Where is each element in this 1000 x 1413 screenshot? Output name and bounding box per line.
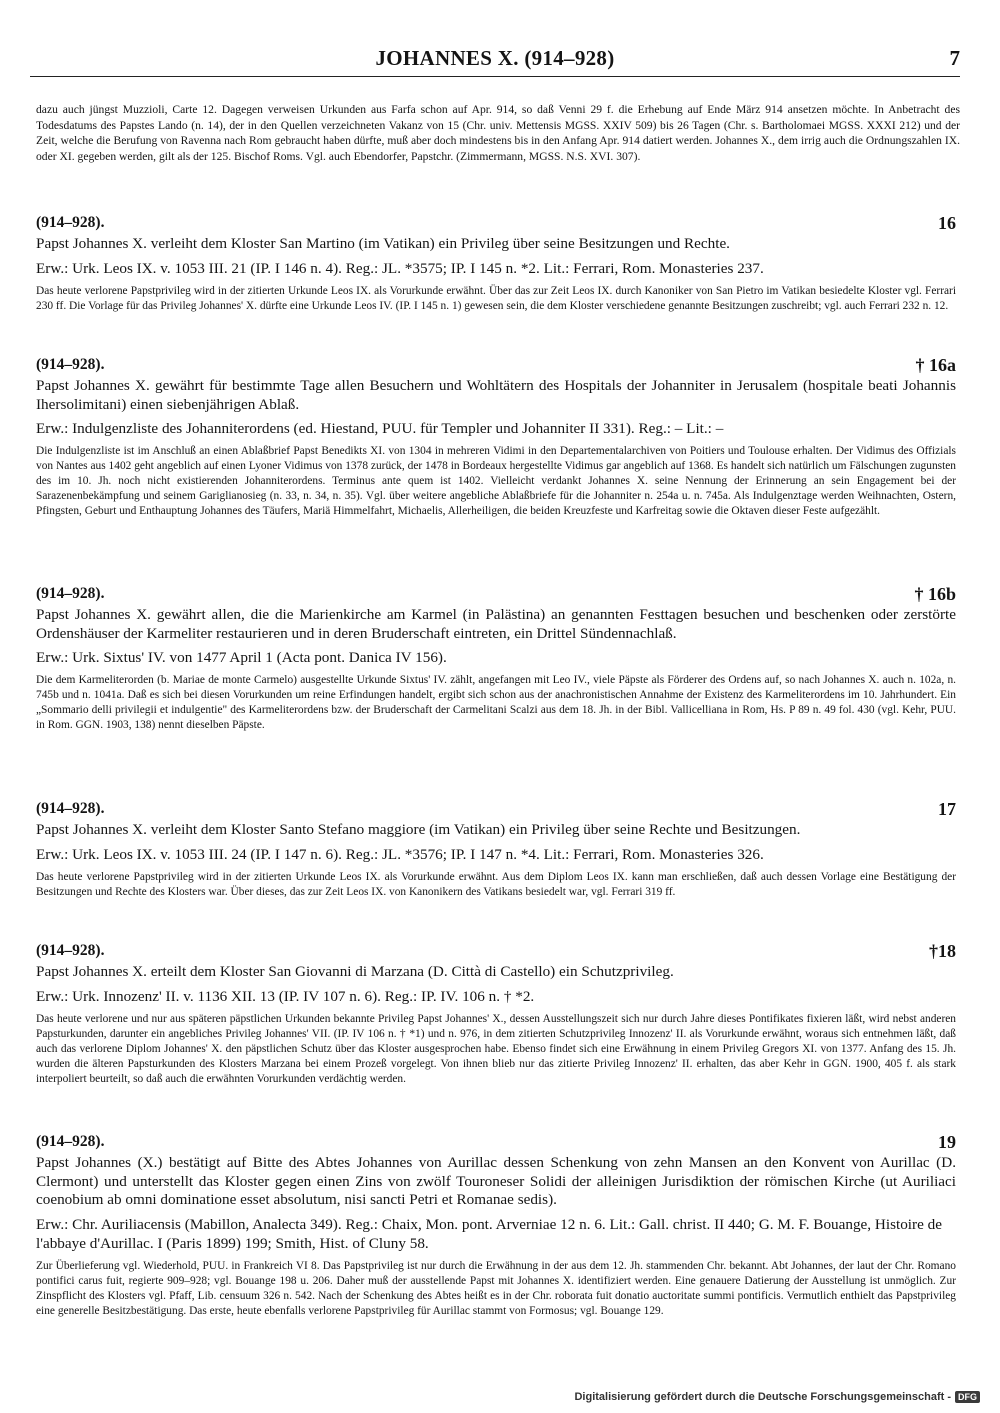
- entry-17: [36, 800, 956, 900]
- entry-head: [36, 214, 956, 236]
- entry-references: Erw.: Urk. Innozenz' II. v. 1136 XII. 13 (IP. IV 107 n. 6). Reg.: IP. IV. 106 n. † *2.: [36, 987, 535, 1005]
- entry-head: [36, 1133, 956, 1155]
- entry-date: (914–928).: [36, 1133, 105, 1150]
- entry-references: Erw.: Indulgenzliste des Johanniterordens (ed. Hiestand, PUU. für Templer und Johanniter II 331). Reg.: – Lit.: –: [36, 420, 724, 437]
- entry-number: † 16a: [915, 355, 956, 375]
- entry-head: [36, 356, 956, 378]
- entry-summary: Papst Johannes X. verleiht dem Kloster Santo Stefano maggiore (im Vatikan) ein Privileg über seine Rechte und Besitzungen.: [36, 821, 801, 838]
- entry-note: Das heute verlorene Papstprivileg wird in der zitierten Urkunde Leos IX. als Vorurkunde erwähnt. Über das zur Zeit Leos IX. durch Kanoniker von San Pietro im Vatikan besiedelte Kloster vgl. Ferrari 230 ff. Die Vorlage für das Privileg Johannes' X. dürfte eine Urkunde Leos IV. (IP. I 145 n. 1) gewesen sein, die dem Kloster verschiedene genannte Besitzungen zuschreibt; vgl. auch Ferrari 232 n. 12.: [36, 284, 956, 312]
- entry-number: 19: [938, 1132, 956, 1152]
- entry-number: 16: [938, 213, 956, 233]
- entry-note: Das heute verlorene Papstprivileg wird in der zitierten Urkunde Leos IX. als Vorurkunde erwähnt. Aus dem Diplom Leos IX. kann man erschließen, daß auch dessen Vorlage eine Bestätigung der Besitzungen und Rechte des Klosters war. Über dieses, das zur Zeit Leos IX. von Kanonikern des Vatikans besiedelt war, vgl. Ferrari 319 ff.: [36, 870, 956, 898]
- entry-references: Erw.: Chr. Auriliacensis (Mabillon, Analecta 349). Reg.: Chaix, Mon. pont. Arverniae 12 n. 6. Lit.: Gall. christ. II 440; G. M. F. Bouange, Histoire de l'abbaye d'Aurillac. I (Paris 1899) 199; Smith, Hist. of Cluny 58.: [36, 1215, 942, 1252]
- entry-note: Das heute verlorene und nur aus späteren päpstlichen Urkunden bekannte Privileg Papst Johannes' X., dessen Ausstellungszeit sich nur durch Jahre dieses Pontifikates fixieren läßt, wird nebst anderen Papsturkunden, darunter ein angebliches Privileg Johannes' VII. (IP. IV 106 n. † *1) und n. 976, in dem zitierten Schutzprivileg Innozenz' II. als Vorurkunde erwähnt, woraus sich entnehmen läßt, daß auch das verlorene Diplom Johannes' X. den päpstlichen Schutz über das Kloster ausgesprochen habe. Ebenso findet sich eine Erwähnung in einem Privileg Gregors XI. von 1377. Anfang des 15. Jh. wurden die älteren Papsturkunden des Klosters Marzana bei einem Prozeß vorgelegt. Von ihnen blieb nur das zitierte Privileg Innozenz' II. erhalten, das aber Kehr in GGN. 1900, 405 f. als stark interpoliert beurteilt, so daß auch die erwähnten Vorurkunden verdächtig werden.: [36, 1012, 956, 1085]
- entry-summary: Papst Johannes X. gewährt allen, die die Marienkirche am Karmel (in Palästina) an genannten Festtagen besuchen und beschenken oder zerstörte Ordenshäuser der Karmeliter restaurieren und in deren Bruderschaft eintreten, ein Drittel Sündennachlaß.: [36, 606, 956, 642]
- entry-date: (914–928).: [36, 800, 105, 817]
- entry-references: Erw.: Urk. Sixtus' IV. von 1477 April 1 (Acta pont. Danica IV 156).: [36, 649, 447, 666]
- dfg-logo-icon: DFG: [955, 1391, 980, 1403]
- entry-number: † 16b: [914, 584, 956, 604]
- entry-summary: Papst Johannes X. erteilt dem Kloster San Giovanni di Marzana (D. Città di Castello) ein Schutzprivileg.: [36, 963, 674, 980]
- entry-16b: [36, 585, 956, 733]
- intro-note: dazu auch jüngst Muzzioli, Carte 12. Dagegen verweisen Urkunden aus Farfa schon auf Apr. 914, so daß Venni 29 f. die Erhebung auf Ende März 914 ansetzen möchte. In Anbetracht des Todesdatums des Papstes Lando (n. 14), der in den Quellen verzeichneten Vakanz von 15 (Chr. univ. Mettensis MGSS. XXIV 509) bis 26 Tagen (Chr. s. Bartholomaei MGSS. XXXI 212) und der Zeit, welche die Berufung von Ravenna nach Rom gebraucht haben dürfte, muß aber doch mindestens bis in den Anfang Apr. 914 datiert werden. Johannes X., dem irrig auch die Ordnungszahlen IX. oder XI. gegeben werden, gilt als der 125. Bischof Roms. Vgl. auch Ebendorfer, Papstchr. (Zimmermann, MGSS. N.S. XVI. 307).: [36, 103, 960, 163]
- page-header: [30, 46, 960, 77]
- page-number: 7: [949, 46, 960, 70]
- entry-16: [36, 214, 956, 314]
- entry-note: Die Indulgenzliste ist im Anschluß an einen Ablaßbrief Papst Benedikts XI. von 1304 in mehreren Vidimi in den Departementalarchiven von Poitiers und Toulouse erhalten. Der Vidimus des Offizials von Nantes aus 1402 geht angeblich auf einen Lyoner Vidimus von 1378 zurück, der 1478 in Bordeaux hergestellte Vidimus gar angeblich auf 1368. Es handelt sich natürlich um Fälschungen zugunsten des im 10. Jh. noch nicht existierenden Johanniterordens. Terminus ante quem ist 1402. Vielleicht verdankt Johannes X. seine Nennung der Erinnerung an sein Engagement bei der Sarazenenbekämpfung und seinem Gariglianosieg (n. 33, n. 34, n. 35). Vgl. über weitere angebliche Ablaßbriefe für die Johanniter n. 254a u. n. 745a. Als Indulgenztage werden Weihnachten, Ostern, Pfingsten, Geburt und Enthauptung Johannes des Täufers, Mariä Himmelfahrt, Michaelis, Allerheiligen, die beiden Kreuzfeste und Karfreitag sowie die Oktaven dieser Feste aufgezählt.: [36, 445, 956, 517]
- footer-text: Digitalisierung gefördert durch die Deutsche Forschungsgemeinschaft -: [574, 1391, 951, 1403]
- page-title: JOHANNES X. (914–928): [375, 46, 615, 70]
- entry-18: [36, 942, 956, 1087]
- entry-date: (914–928).: [36, 214, 105, 231]
- entry-note: Zur Überlieferung vgl. Wiederhold, PUU. in Frankreich VI 8. Das Papstprivileg ist nur durch die Erwähnung in der aus dem 12. Jh. stammenden Chr. bekannt. Abt Johannes, der laut der Chr. Romano pontifici carus fuit, regierte 909–928; vgl. Bouange 198 u. 206. Daher muß der ausstellende Papst mit Johannes X. identifiziert werden. Eine genauere Datierung der Ausstellung ist unmöglich. Zur Zinspflicht des Klosters vgl. Pfaff, Lib. censuum 326 n. 542. Nach der Schenkung des Abtes heißt es in der Chr. roborata fuit donatio auctoritate summi pontificis. Vermutlich enthielt das Papstprivileg eine generelle Besitzbestätigung. Das erste, heute ebenfalls verlorene Papstprivileg für Aurillac stammt von Formosus; vgl. Bouange 129.: [36, 1259, 956, 1317]
- entry-date: (914–928).: [36, 585, 105, 602]
- entry-references: Erw.: Urk. Leos IX. v. 1053 III. 21 (IP. I 146 n. 4). Reg.: JL. *3575; IP. I 145 n. *2. Lit.: Ferrari, Rom. Monasteries 237.: [36, 259, 764, 277]
- entry-summary: Papst Johannes X. gewährt für bestimmte Tage allen Besuchern und Wohltätern des Hospitals der Johanniter in Jerusalem (hospitale beati Johannis Ihersolimitani) einen siebenjährigen Ablaß.: [36, 377, 956, 413]
- entry-19: [36, 1133, 956, 1319]
- entry-number: 17: [938, 799, 956, 819]
- entry-date: (914–928).: [36, 356, 105, 373]
- entry-references: Erw.: Urk. Leos IX. v. 1053 III. 24 (IP. I 147 n. 6). Reg.: JL. *3576; IP. I 147 n. *4. Lit.: Ferrari, Rom. Monasteries 326.: [36, 845, 764, 863]
- entry-head: [36, 585, 956, 607]
- entry-summary: Papst Johannes X. verleiht dem Kloster San Martino (im Vatikan) ein Privileg über seine Besitzungen und Rechte.: [36, 235, 730, 252]
- entry-date: (914–928).: [36, 942, 105, 959]
- entry-summary: Papst Johannes (X.) bestätigt auf Bitte des Abtes Johannes von Aurillac dessen Schenkung von zehn Mansen an den Konvent von Aurillac (D. Clermont) und unterstellt das Kloster gegen einen Zins von zwölf Touroneser Solidi der alleinigen Jurisdiktion der römischen Kirche (ut Auriliaci coenobium ab omni dominatione esset absolutum, nisi sancti Petri et Romanae sedis).: [36, 1154, 956, 1208]
- entry-head: [36, 800, 956, 822]
- entry-note: Die dem Karmeliterorden (b. Mariae de monte Carmelo) ausgestellte Urkunde Sixtus' IV. zählt, angefangen mit Leo IV., viele Päpste als Förderer des Ordens auf, so nach Johannes X. auch n. 102a, n. 745b und n. 1041a. Daß es sich bei diesen Vorurkunden um reine Erfindungen handelt, ergibt sich schon aus der anachronistischen Annahme der Existenz des Karmeliterordens im 10. Jahrhundert. Ein „Sommario delli privilegii et indulgentie" des Karmeliterordens bzw. der Bruderschaft der Carmelitani Scalzi aus dem 18. Jh. in der Bibl. Vallicelliana in Rom, Hs. P 89 n. 49 fol. 430 (vgl. Kehr, PUU. in Rom. GGN. 1903, 138) nennt dieselben Päpste.: [36, 674, 956, 731]
- entry-number: †18: [929, 941, 956, 961]
- entry-head: [36, 942, 956, 964]
- digitization-footer: [574, 1391, 980, 1403]
- entry-16a: [36, 356, 956, 519]
